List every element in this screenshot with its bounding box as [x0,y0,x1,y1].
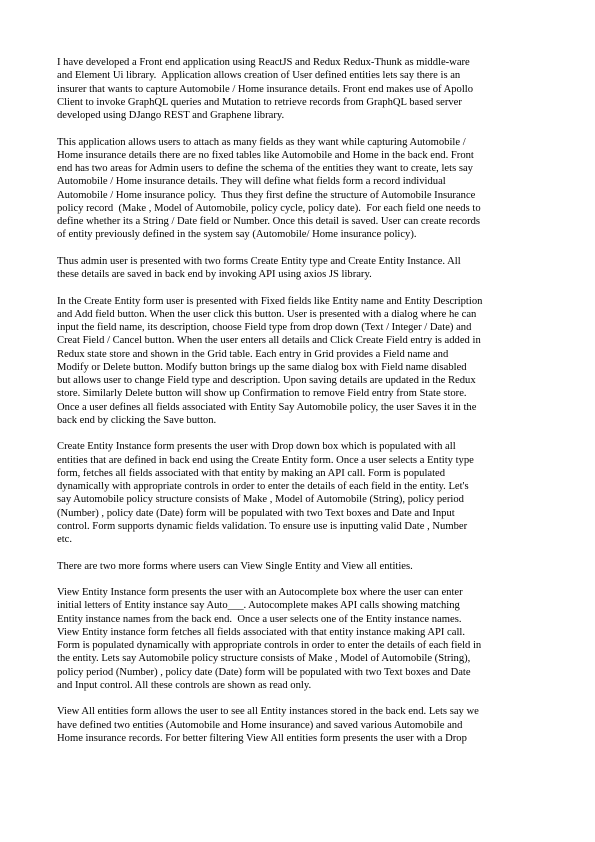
text-line: dynamically with appropriate controls in order to enter the details of each field in the entity. Let's [57,481,469,492]
text-line: Form is populated dynamically with appropriate controls in order to enter the details of each field in [57,640,482,651]
text-line: (Number) , policy date (Date) form will be populated with two Text boxes and Date and Input [57,507,455,519]
document-body [57,56,540,758]
text-line: Home insurance details there are no fixed tables like Automobile and Home in the back end. Front [57,149,474,161]
text-line: and Input control. All these controls are shown as read only. [57,679,312,691]
paragraph [57,560,540,573]
text-line: input the field name, its description, choose Field type from drop down (Text / Integer / Date) and [57,322,472,333]
text-line: these details are saved in back end by invoking API using axios JS library. [57,269,372,280]
text-line: define whether its a String / Date field or Number. Once this detail is saved. User can create records [57,216,481,227]
text-line: policy period (Number) , policy date (Date) form will be populated with two Text boxes and Date [57,666,471,678]
text-line: Automobile / Home insurance policy. Thus they first define the structure of Automobile Insurance [57,189,476,201]
text-line: This application allows users to attach as many fields as they want while capturing Automobile / [57,136,466,148]
text-line: Redux state store and shown in the Grid table. Each entry in Grid provides a Field name and [57,348,449,360]
text-line: and Add field button. When the user click this button. User is presented with a dialog where he can [57,308,477,320]
text-line: In the Create Entity form user is presented with Fixed fields like Entity name and Entity Description [57,295,483,307]
paragraph [57,586,540,692]
paragraph [57,705,540,745]
paragraph [57,255,540,282]
text-line: View Entity instance form fetches all fields associated with that entity instance making API call. [57,626,465,638]
text-line: insurer that wants to capture Automobile / Home insurance details. Front end makes use of Apollo [57,83,474,95]
text-line: end has two areas for Admin users to define the schema of the entities they want to create, lets say [57,163,473,174]
text-line: Creat Field / Cancel button. When the user enters all details and Click Create Field entry is added in [57,335,481,347]
text-line: View Entity Instance form presents the user with an Autocomplete box where the user can enter [57,587,463,598]
text-line: initial letters of Entity instance say Auto___. Autocomplete makes API calls showing matching [57,600,460,612]
text-line: Create Entity Instance form presents the user with Drop down box which is populated with all [57,441,456,453]
text-line: have defined two entities (Automobile and Home insurance) and saved various Automobile and [57,719,463,731]
text-line: Modify or Delete button. Modify button brings up the same dialog box with Field name disabled [57,361,467,373]
text-line: store. Similarly Delete button will show up Confirmation to remove Field entry from State store. [57,388,467,400]
paragraph [57,295,540,428]
text-line: entities that are defined in back end using the Create Entity form. Once a user selects a Entity type [57,454,474,466]
text-line: of entity previously defined in the system say (Automobile/ Home insurance policy). [57,229,417,241]
text-line: say Automobile policy structure consists of Make , Model of Automobile (String), policy period [57,494,464,506]
text-line: control. Form supports dynamic fields validation. To ensure use is inputting valid Date , Number [57,520,468,532]
text-line: and Element Ui library. Application allows creation of User defined entities lets say there is an [57,70,461,82]
text-line: View All entities form allows the user to see all Entity instances stored in the back end. Lets say we [57,706,479,718]
text-line: Entity instance names from the back end. Once a user selects one of the Entity instance names. [57,613,462,625]
paragraph [57,56,540,122]
text-line: but allows user to change Field type and description. Upon saving details are updated in the Redux [57,375,476,386]
text-line: Once a user defines all fields associated with Entity Say Automobile policy, the user Saves it in the [57,401,477,413]
text-line: policy record (Make , Model of Automobile, policy cycle, policy date). For each field one needs to [57,202,481,214]
text-line: Home insurance records. For better filtering View All entities form presents the user with a Drop [57,732,467,744]
text-line: I have developed a Front end application using ReactJS and Redux Redux-Thunk as middle-ware [57,57,470,68]
text-line: developed using DJango REST and Graphene library. [57,110,285,121]
text-line: Automobile / Home insurance details. They will define what fields form a record individual [57,176,446,188]
text-line: There are two more forms where users can View Single Entity and View all entities. [57,560,413,572]
paragraph [57,136,540,242]
text-line: Thus admin user is presented with two forms Create Entity type and Create Entity Instance. All [57,255,461,267]
text-line: Client to invoke GraphQL queries and Mutation to retrieve records from GraphQL based server [57,96,462,108]
text-line: back end by clicking the Save button. [57,414,217,426]
paragraph [57,440,540,546]
text-line: form, fetches all fields associated with that entity by making an API call. Form is populated [57,467,446,479]
text-line: the entity. Lets say Automobile policy structure consists of Make , Model of Automobile (String), [57,653,471,665]
text-line: etc. [57,534,72,545]
